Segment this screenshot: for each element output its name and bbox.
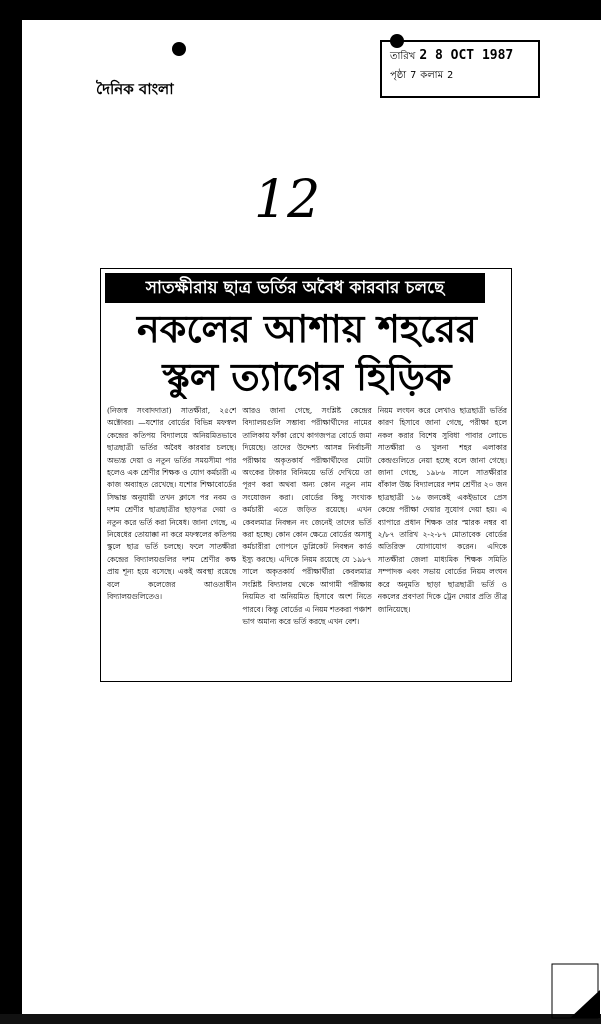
archive-stamp: [380, 40, 540, 98]
scan-edge-left: [0, 0, 22, 1024]
stamp-page-label: পৃষ্ঠা: [390, 70, 407, 81]
stamp-column-label: কলাম: [420, 70, 444, 81]
scan-edge-bottom: [0, 1014, 601, 1024]
scan-edge-top: [0, 0, 601, 20]
article-kicker: সাতক্ষীরায় ছাত্র ভর্তির অবৈধ কারবার চলছে: [105, 273, 485, 303]
article-column-2: আরও জানা গেছে, সংশ্লিষ্ট কেন্দ্রের বিদ্যালয়গুলি সম্ভাব্য পরীক্ষার্থীদের নামের তালিকায় ফাঁকা রেখে কাগজপত্র বোর্ডে জমা দিয়েছে। তাদের উদ্দেশ্য আসন্ন নির্বাচনী পরীক্ষায় অকৃতকার্য পরীক্ষার্থীদের মোটা অংকের টাকার বিনিময়ে ভর্তি দেখিয়ে তা পূরণ করা অথবা অন্য কোন নতুন নাম সংযোজন করা। বোর্ডের কিছু সংখ্যক কর্মচারী এতে জড়িত রয়েছে। এখন কেবলমাত্র নিবন্ধন নং জেনেই তাদের ভর্তি করা হচ্ছে। কোন কোন ক্ষেত্রে বোর্ডের অসাধু কর্মচারীরা গোপনে ডুপ্লিকেট নিবন্ধন কার্ড ইস্যু করছে। এদিকে নিয়ম রয়েছে যে ১৯৮৭ সালে অকৃতকার্য পরীক্ষার্থীরা কেবলমাত্র সংশ্লিষ্ট বিদ্যালয় থেকে আগামী পরীক্ষায় নিয়মিত বা অনিয়মিত হিসাবে অংশ নিতে পারবে। কিন্তু বোর্ডের এ নিয়ম শতকরা পঞ্চাশ ভাগ অমান্য করে ভর্তি করছে এখন বেশ।: [242, 406, 372, 626]
article-column-3: নিয়ম লংঘন করে লেখাও ছাত্রছাত্রী ভর্তির কারণ হিসাবে জানা গেছে, পরীক্ষা হলে নকল করার বিশেষ সুবিধা পাবার লোভে সাতক্ষীরা ও খুলনা শহর এলাকার কেন্দ্রগুলিতে নেয়া হচ্ছে বলে জানা গেছে। জানা গেছে, ১৯৮৬ সালে সাতক্ষীরার বাঁকাল উচ্চ বিদ্যালয়ের দশম শ্রেণীর ২০ জন ছাত্রছাত্রী ১৬ জনকেই একইভাবে প্রেস কেন্দ্রে পরীক্ষা দেয়ার সুযোগ দেয়া হয়। এ ব্যাপারে প্রধান শিক্ষক তার স্মারক নম্বর বা ২/৮৭ তারিখ ২-২-৮৭ মোতাবেক বোর্ডের অতিরিক্ত যোগাযোগ করেন। এদিকে সাতক্ষীরা জেলা মাধ্যমিক শিক্ষক সমিতি সম্পাদক এবং সভায় বোর্ডের নিয়ম লংঘন করে অনুমতি ছাড়া ছাত্রছাত্রী ভর্তি ও নকলের প্রবণতা দিকে ট্রেন দেয়ার প্রতি তীব্র জানিয়েছে।: [377, 406, 507, 614]
headline-line-1: নকলের আশায় শহরের: [137, 307, 477, 351]
stamp-page-value: 7: [410, 70, 417, 81]
corner-scan-artifact: [520, 960, 600, 1020]
article-body: [107, 405, 507, 677]
punch-hole-left: [172, 42, 186, 56]
handwritten-page-number: 12: [254, 170, 321, 230]
newspaper-clipping: [100, 268, 512, 682]
stamp-column-value: 2: [447, 70, 454, 81]
stamp-date-label: তারিখ: [390, 51, 416, 62]
stamp-date: 2 8 OCT 1987: [419, 48, 514, 63]
newspaper-name: দৈনিক বাংলা: [96, 80, 174, 98]
headline-line-2: স্কুল ত্যাগের হিড়িক: [162, 355, 452, 399]
article-column-1: (নিজস্ব সংবাদদাতা) সাতক্ষীরা, ২৫শে অক্টোবর। —যশোর বোর্ডের বিভিন্ন মফস্বল কেন্দ্রের কতিপয় বিদ্যালয়ে অনিয়মিতভাবে ছাত্রছাত্রী ভর্তির অবৈধ কারবার চলছে। অভ্যন্ত দেয়া ও নতুন ভর্তির সময়সীমা পার হলেও এক শ্রেণীর শিক্ষক ও যোগ কর্মচারী এ কাজ অব্যাহত রেখেছে। যশোর শিক্ষাবোর্ডের সিদ্ধান্ত অনুযায়ী তখন ক্লাসে পর নবম ও দশম শ্রেণীর ছাত্রছাত্রীর ছাড়পত্র দেয়া ও নতুন করে ভর্তি করা নিষেধ। জানা গেছে, এ নিষেধের তোয়াক্কা না করে মফস্বলের কতিপয় স্কুলে ছাত্র ভর্তি চলছে। ফলে সাতক্ষীরা কেন্দ্রের বিদ্যালয়গুলির দশম শ্রেণীর কক্ষ প্রায় শূন্য হয়ে বসেছে। একই অবস্থা রয়েছে বলে কলেজের আওতাধীন বিদ্যালয়গুলিতেও।: [107, 406, 237, 602]
